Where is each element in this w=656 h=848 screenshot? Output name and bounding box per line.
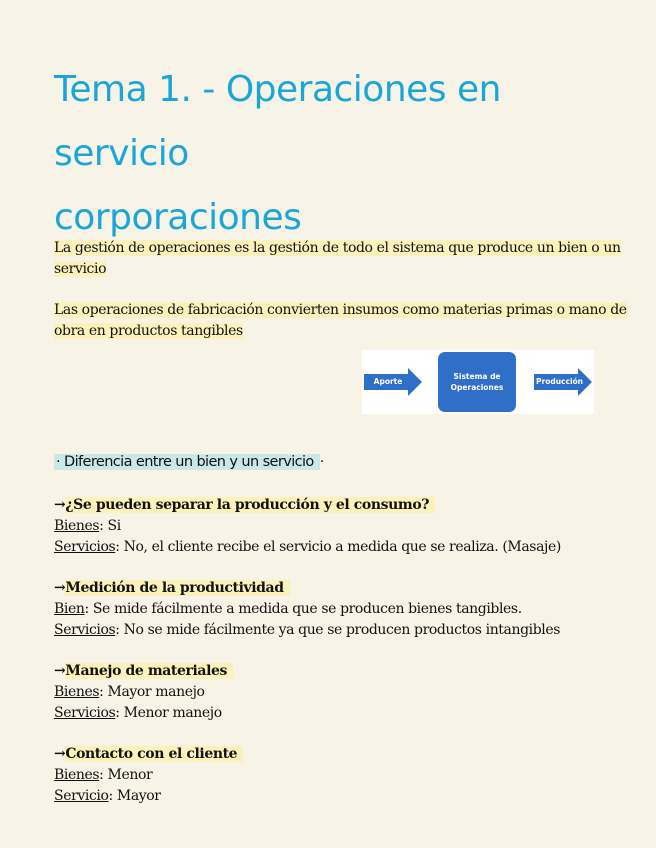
item-question	[54, 495, 644, 516]
arrow-icon: →	[54, 497, 66, 513]
intro-paragraph-1	[54, 238, 644, 280]
services-line	[54, 703, 644, 724]
services-text: : No se mide fácilmente ya que se producen productos intangibles	[115, 622, 561, 638]
output-label: Producción	[536, 377, 584, 386]
system-label-1: Sistema de	[453, 372, 501, 381]
item-question	[54, 578, 644, 599]
services-line	[54, 537, 644, 558]
comparison-item-1	[54, 495, 644, 558]
system-box	[438, 352, 516, 412]
question-text: Contacto con el cliente	[65, 746, 243, 762]
arrow-icon: →	[54, 746, 66, 762]
arrow-icon: →	[54, 580, 66, 596]
goods-text: : Se mide fácilmente a medida que se producen bienes tangibles.	[84, 601, 522, 617]
operations-diagram	[362, 350, 594, 414]
intro-paragraph-2	[54, 300, 644, 342]
comparison-item-4	[54, 744, 644, 807]
question-text: ¿Se pueden separar la producción y el consumo?	[65, 497, 435, 513]
goods-line	[54, 682, 644, 703]
services-text: : Mayor	[108, 788, 161, 804]
comparison-item-3	[54, 661, 644, 724]
item-question	[54, 661, 644, 682]
services-term: Servicios	[54, 705, 116, 721]
system-label-2: Operaciones	[450, 383, 504, 392]
input-arrow-icon	[364, 368, 422, 396]
bullet-left: ·	[56, 454, 61, 470]
services-term: Servicio	[54, 788, 109, 804]
goods-text: : Menor	[99, 767, 153, 783]
services-term: Servicios	[54, 539, 116, 555]
services-text: : Menor manejo	[115, 705, 222, 721]
goods-term: Bienes	[54, 684, 100, 700]
bullet-right: ·	[319, 454, 324, 470]
intro-text-2: Las operaciones de fabricación convierten insumos como materias primas o mano de obra en productos tangibles	[54, 302, 627, 339]
section-heading	[54, 450, 324, 474]
section-heading-text: Diferencia entre un bien y un servicio	[64, 454, 314, 470]
question-text: Manejo de materiales	[65, 663, 233, 679]
goods-term: Bienes	[54, 518, 100, 534]
services-line	[54, 786, 644, 807]
arrow-icon: →	[54, 663, 66, 679]
input-label: Aporte	[373, 377, 403, 386]
title-line-1: Tema 1. - Operaciones en servicio	[54, 69, 501, 174]
goods-line	[54, 765, 644, 786]
services-term: Servicios	[54, 622, 116, 638]
services-text: : No, el cliente recibe el servicio a medida que se realiza. (Masaje)	[115, 539, 561, 555]
goods-term: Bienes	[54, 767, 100, 783]
comparison-item-2	[54, 578, 644, 641]
item-question	[54, 744, 644, 765]
question-text: Medición de la productividad	[65, 580, 289, 596]
page-title	[54, 58, 644, 250]
goods-line	[54, 516, 644, 537]
goods-text: : Mayor manejo	[99, 684, 205, 700]
goods-term: Bien	[54, 601, 85, 617]
services-line	[54, 620, 644, 641]
intro-text-1: La gestión de operaciones es la gestión de todo el sistema que produce un bien o un servicio	[54, 240, 621, 277]
title-line-2: corporaciones	[54, 197, 302, 238]
goods-text: : Si	[99, 518, 121, 534]
goods-line	[54, 599, 644, 620]
output-arrow-icon	[534, 368, 592, 396]
